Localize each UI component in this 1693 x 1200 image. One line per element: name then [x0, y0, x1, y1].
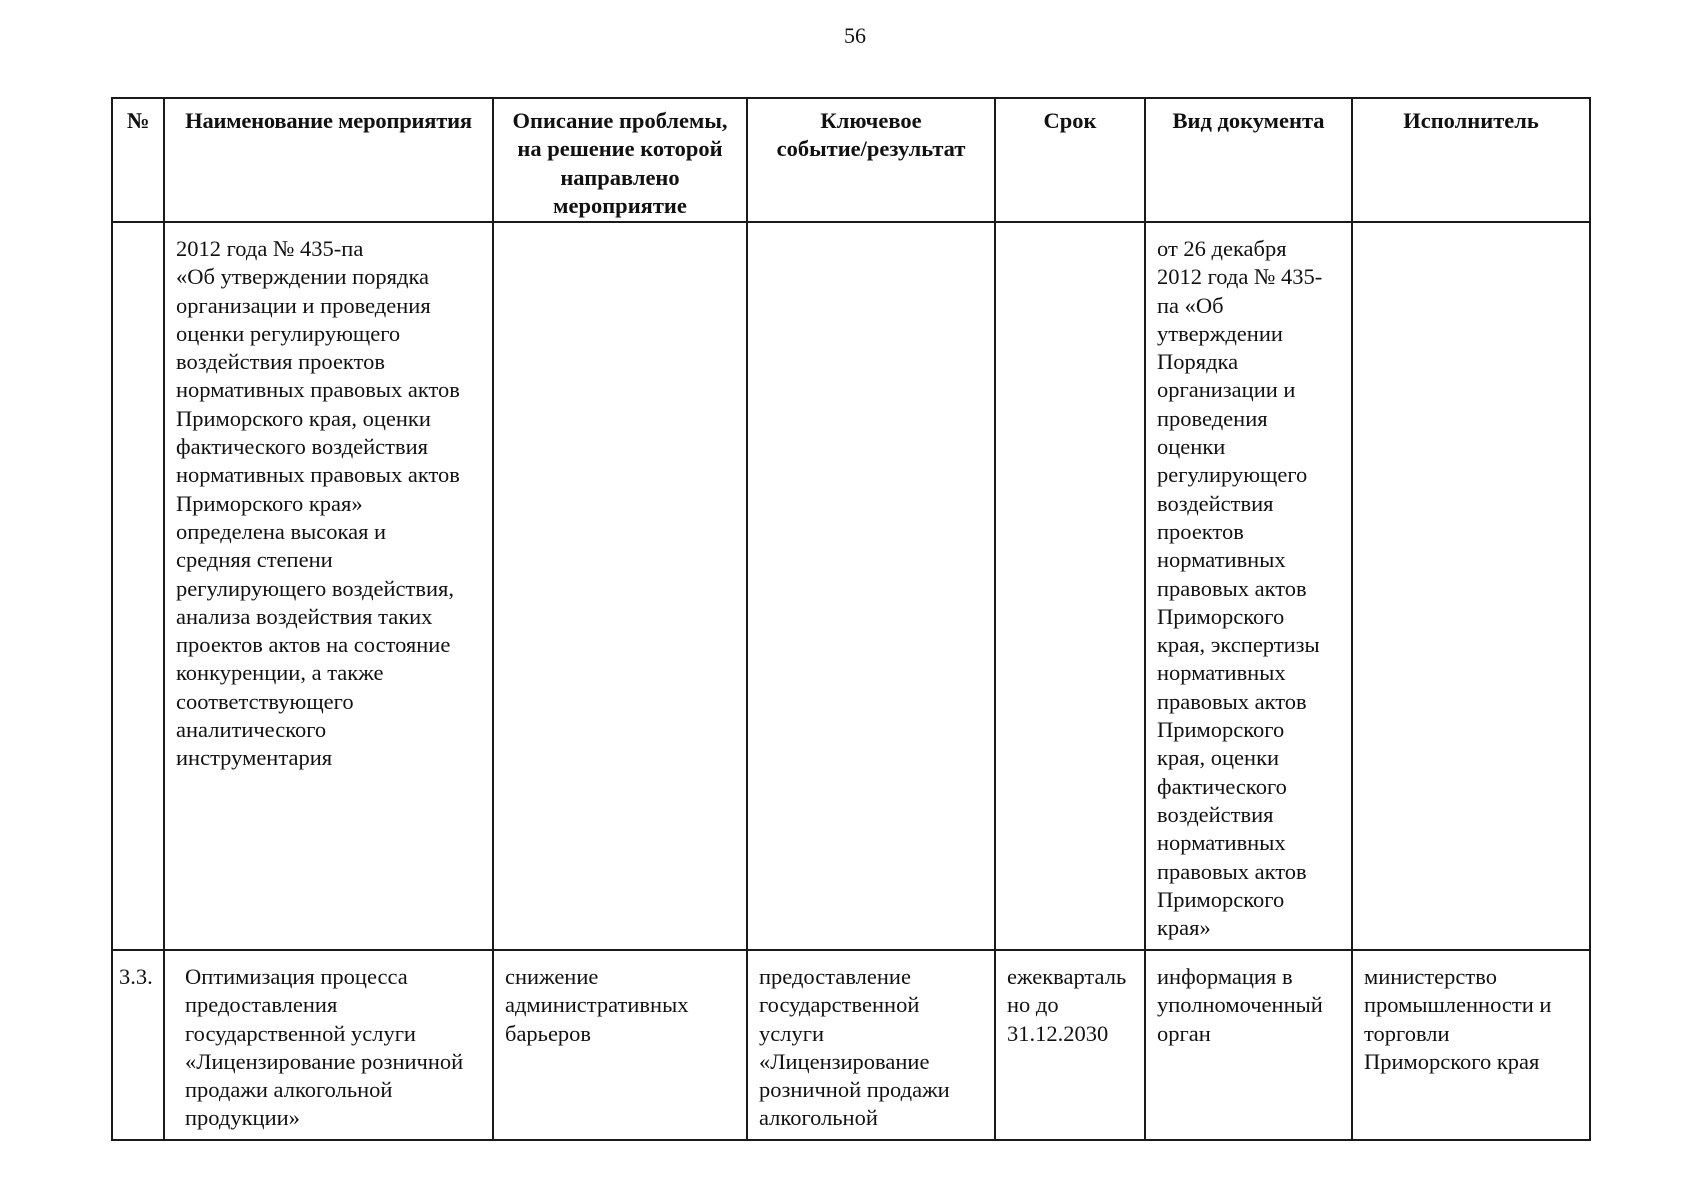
text-line: определена высокая и — [176, 518, 387, 544]
text-line: проведения — [1157, 405, 1268, 431]
table-row — [112, 222, 1590, 950]
text-line: информация в — [1157, 964, 1293, 989]
text-line: продукции» — [185, 1105, 300, 1131]
cell-result — [747, 950, 995, 1140]
text-line: фактического — [1157, 773, 1287, 799]
text-line: правовых актов — [1157, 688, 1307, 714]
text-line: продажи алкогольной — [185, 1077, 393, 1103]
text-line: края, оценки — [1157, 745, 1280, 771]
text-line: нормативных правовых актов — [176, 377, 460, 403]
text-line: направлено — [560, 164, 680, 190]
text-line: розничной продажи — [759, 1077, 950, 1103]
text-line: Оптимизация процесса — [185, 964, 408, 989]
cell-deadline — [995, 222, 1145, 950]
text-line: соответствующего — [176, 688, 354, 714]
text-line: № — [126, 108, 150, 133]
text-line: но до — [1007, 992, 1059, 1018]
text-line: на решение которой — [517, 136, 723, 162]
text-line: регулирующего — [1157, 462, 1308, 488]
cell-name — [164, 222, 493, 950]
text-line: регулирующего воздействия, — [176, 575, 454, 601]
text-line: 2012 года № 435- — [1157, 264, 1323, 290]
text-line: воздействия проектов — [176, 349, 385, 375]
header-problem — [493, 98, 747, 222]
text-line: государственной услуги — [185, 1020, 416, 1046]
text-line: Приморского края — [1364, 1048, 1540, 1074]
text-line: «Лицензирование — [759, 1048, 930, 1074]
text-line: края, экспертизы — [1157, 632, 1320, 658]
text-line: Описание проблемы, — [512, 108, 728, 133]
text-line: «Лицензирование розничной — [185, 1048, 464, 1074]
table-header-row — [112, 98, 1590, 222]
cell-num — [112, 222, 164, 950]
header-doc-type — [1145, 98, 1352, 222]
text-line: орган — [1157, 1020, 1211, 1046]
cell-deadline — [995, 950, 1145, 1140]
cell-problem — [493, 222, 747, 950]
text-line: 31.12.2030 — [1007, 1020, 1109, 1046]
measures-table — [111, 97, 1591, 1141]
header-executor — [1352, 98, 1590, 222]
header-num — [112, 98, 164, 222]
text-line: Приморского края» — [176, 490, 363, 516]
text-line: предоставление — [759, 964, 911, 989]
cell-doc-type — [1145, 222, 1352, 950]
cell-problem — [493, 950, 747, 1140]
header-name — [164, 98, 493, 222]
text-line: средняя степени — [176, 547, 333, 573]
text-line: утверждении — [1157, 320, 1283, 346]
cell-executor — [1352, 222, 1590, 950]
text-line: Ключевое — [820, 108, 922, 133]
text-line: Приморского — [1157, 603, 1285, 629]
text-line: нормативных — [1157, 547, 1286, 573]
text-line: анализа воздействия таких — [176, 603, 433, 629]
cell-doc-type — [1145, 950, 1352, 1140]
text-line: оценки — [1157, 434, 1226, 460]
text-line: Приморского — [1157, 717, 1285, 743]
text-line: па «Об — [1157, 292, 1224, 318]
text-line: нормативных — [1157, 830, 1286, 856]
text-line: промышленности и — [1364, 992, 1552, 1018]
text-line: мероприятие — [553, 192, 687, 218]
text-line: нормативных правовых актов — [176, 462, 460, 488]
text-line: «Об утверждении порядка — [176, 264, 430, 290]
page-number: 56 — [844, 23, 866, 48]
text-line: торговли — [1364, 1020, 1450, 1046]
text-line: проектов — [1157, 518, 1244, 544]
text-line: воздействия — [1157, 801, 1274, 827]
text-line: аналитического — [176, 717, 327, 743]
text-line: уполномоченный — [1157, 992, 1323, 1018]
text-line: министерство — [1364, 964, 1497, 989]
text-line: Приморского края, оценки — [176, 405, 431, 431]
text-line: барьеров — [505, 1020, 592, 1046]
header-deadline — [995, 98, 1145, 222]
text-line: Порядка — [1157, 349, 1239, 375]
cell-executor — [1352, 950, 1590, 1140]
text-line: организации и проведения — [176, 292, 431, 318]
cell-name — [164, 950, 493, 1140]
text-line: предоставления — [185, 992, 338, 1018]
text-line: проектов актов на состояние — [176, 632, 451, 658]
text-line: Вид документа — [1172, 108, 1325, 133]
cell-num: 3.3. — [112, 950, 164, 1140]
text-line: Срок — [1043, 108, 1097, 133]
text-line: нормативных — [1157, 660, 1286, 686]
text-line: административных — [505, 992, 689, 1018]
text-line: организации и — [1157, 377, 1296, 403]
table-row — [112, 950, 1590, 1140]
text-line: оценки регулирующего — [176, 320, 401, 346]
text-line: воздействия — [1157, 490, 1274, 516]
text-line: алкогольной — [759, 1105, 878, 1131]
text-line: государственной — [759, 992, 920, 1018]
text-line: событие/результат — [776, 136, 966, 162]
text-line: Наименование мероприятия — [185, 108, 472, 133]
text-line: инструментария — [176, 745, 333, 771]
text-line: ежекварталь — [1007, 964, 1127, 989]
text-line: Исполнитель — [1403, 108, 1539, 133]
text-line: конкуренции, а также — [176, 660, 384, 686]
text-line: 2012 года № 435-па — [176, 236, 364, 261]
text-line: фактического воздействия — [176, 434, 429, 460]
text-line: услуги — [759, 1020, 824, 1046]
text-line: края» — [1157, 915, 1211, 941]
text-line: снижение — [505, 964, 599, 989]
header-result — [747, 98, 995, 222]
text-line: от 26 декабря — [1157, 236, 1287, 261]
text-line: правовых актов — [1157, 575, 1307, 601]
text-line: Приморского — [1157, 886, 1285, 912]
text-line: правовых актов — [1157, 858, 1307, 884]
cell-result — [747, 222, 995, 950]
